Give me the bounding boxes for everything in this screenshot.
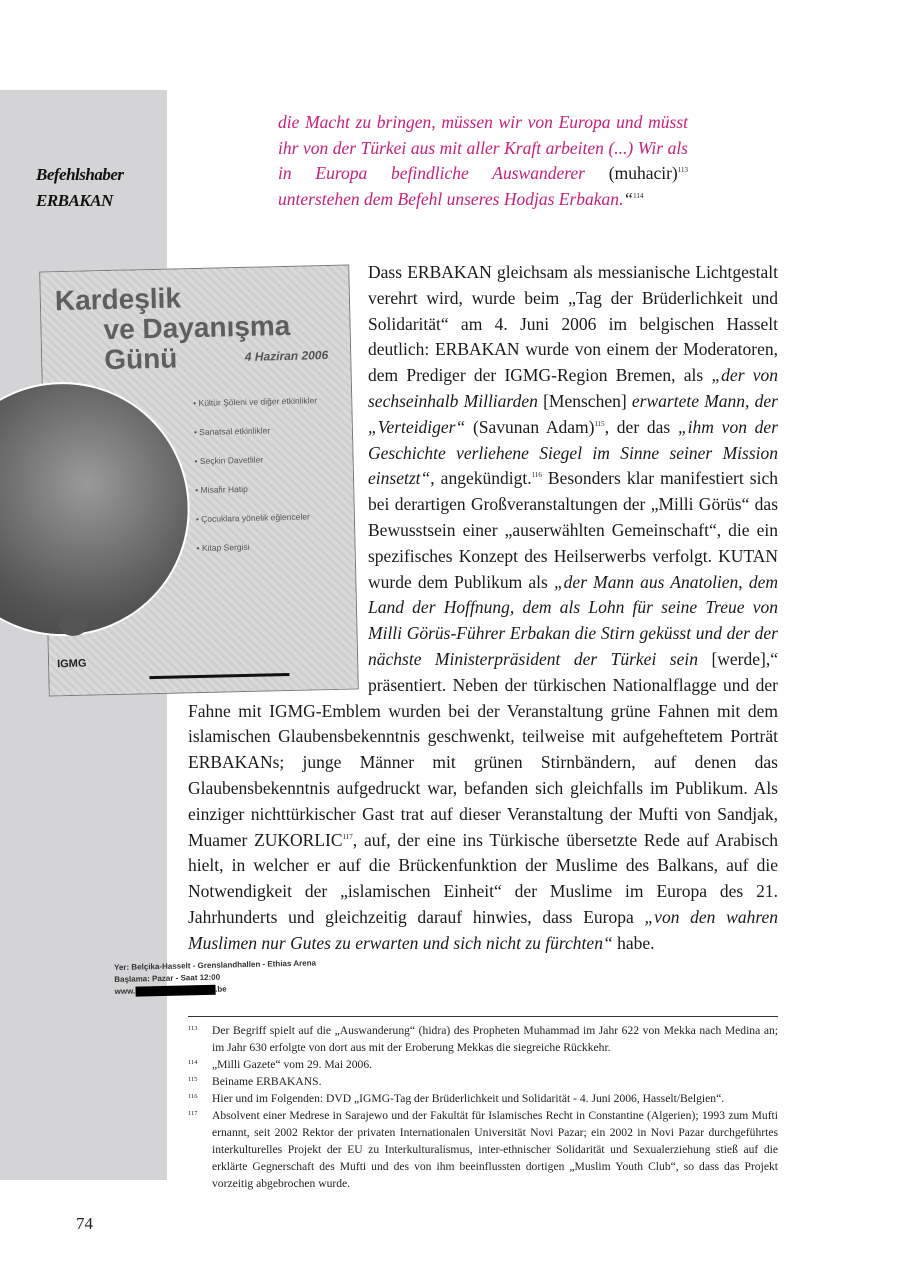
page-number: 74	[76, 1214, 93, 1233]
body-italic-4: „der Mann aus Anatolien, dem Land der Hoffnung, dem als Lohn für seine Treue von Milli Görüs-Führer Erbakan die Stirn geküsst und der der nächste Ministerpräsident der Türkei sein	[368, 571, 778, 669]
footnote-number: 117	[188, 1110, 198, 1117]
poster-item: • Misafir Hatip	[195, 481, 345, 496]
body-text-4: , der das	[604, 416, 678, 437]
poster-title-line1: Kardeşlik	[54, 282, 182, 317]
poster-item: • Kitap Sergisi	[196, 539, 346, 554]
body-italic-1: „der von sechseinhalb Milliarden	[368, 365, 779, 411]
pink-quote	[278, 110, 688, 212]
footnote-ref-114: 114	[633, 191, 644, 200]
poster-start-time: Başlama: Pazar - Saat 12:00	[114, 972, 221, 985]
footnote-ref-117: 117	[342, 832, 353, 841]
body-text-2: [Menschen]	[537, 390, 632, 411]
marginal-heading-line1: Befehlshaber	[36, 165, 124, 184]
footnote-ref-116: 116	[531, 471, 542, 480]
footnote-text: Der Begriff spielt auf die „Auswanderung“ (hidra) des Propheten Muhammad im Jahr 622 von Mekka nach Medina an; im Jahr 630 erfolgte von dort aus mit der Eroberung Mekkas die siegreiche Rückkehr.	[212, 1024, 778, 1054]
poster-title-line2: ve Dayanışma Günü	[103, 309, 291, 376]
footnote-text: Absolvent einer Medrese in Sarajewo und der Fakultät für Islamisches Recht in Constantine (Algerien); 1993 zum Mufti ernannt, seit 2002 Rektor der privaten Internationalen Universität Novi Pazar; ein 2002 in Novi Pazar durchgeführtes interkulturelles Projekt der EU zu Interkulturalismus, inter-ethnischer Solidarität und Sexualerziehung stieß auf die erklärte Gegnerschaft des Mufti und des von ihm beeinflussten dortigen „Muslim Youth Club“, so dass das Projekt vorzeitig abgebrochen wurde.	[212, 1109, 778, 1190]
footnote-number: 116	[188, 1093, 198, 1100]
footnote-114	[188, 1056, 778, 1073]
body-italic-2: erwartete Mann, der „Verteidiger“	[368, 390, 778, 437]
footnote-ref-113: 113	[677, 166, 688, 175]
footnote-ref-115: 115	[594, 419, 605, 428]
footnote-113	[188, 1022, 778, 1056]
igmg-logo: IGMG	[56, 657, 87, 671]
body-text-5: , angekündigt.	[430, 468, 532, 489]
footnote-text: Beiname ERBAKANS.	[212, 1075, 322, 1088]
footnote-117	[188, 1107, 778, 1192]
poster-item: • Seçkin Davetliler	[194, 452, 344, 467]
quote-text-3: unterstehen dem Befehl unseres Hodjas Erbakan.	[278, 188, 624, 209]
poster-web-prefix: www.	[114, 986, 136, 997]
footnote-text: Hier und im Folgenden: DVD „IGMG-Tag der Brüderlichkeit und Solidarität - 4. Juni 2006, Hasselt/Belgien“.	[212, 1092, 725, 1105]
poster-item: • Kültür Şöleni ve diğer etkinlikler	[193, 394, 343, 409]
poster-venue: Yer: Belçika-Hasselt - Grenslandhallen - Ethias Arena	[113, 958, 317, 973]
poster-item: • Çocuklara yönelik eğlenceler	[196, 510, 346, 525]
poster-date: 4 Haziran 2006	[244, 348, 329, 364]
body-italic-3: „ihm von der Geschichte verliehene Siegel im Sinne seiner Mission einsetzt“	[368, 416, 778, 489]
redaction-bar	[135, 985, 215, 997]
marginal-heading	[36, 162, 161, 214]
body-text-6: Besonders klar manifestiert sich bei derartigen Großveranstaltungen der „Milli Görüs“ das Bewusstsein einer „auserwählten Gemeinschaft“, die ein spezifisches Konzept des Heilserwerbs verfolgt. KUTAN wurde dem Publikum als	[368, 468, 778, 592]
main-body-text	[188, 260, 778, 957]
quote-text-1: die Macht zu bringen, müssen wir von Europa und müsst ihr von der Türkei aus mit aller Kraft arbeiten (...) Wir als in Europa befindliche Auswanderer	[278, 112, 688, 183]
footnotes	[188, 1022, 778, 1192]
body-text-1: Dass ERBAKAN gleichsam als messianische Lichtgestalt verehrt wird, wurde beim „Tag der Brüderlichkeit und Solidarität“ am 4. Juni 2006 im belgischen Hasselt deutlich: ERBAKAN wurde von einem der Moderatoren, dem Prediger der IGMG-Region Bremen, als	[368, 262, 778, 386]
footnote-number: 114	[188, 1059, 198, 1066]
poster-item: • Sanatsal etkinlikler	[194, 423, 344, 438]
body-text-9: habe.	[612, 932, 655, 953]
footnote-115	[188, 1073, 778, 1090]
marginal-heading-line2: ERBAKAN	[36, 191, 113, 210]
poster-address	[114, 957, 317, 998]
body-italic-5: „von den wahren Muslimen nur Gutes zu erwarten und sich nicht zu fürchten“	[188, 906, 778, 953]
footnote-number: 113	[188, 1025, 198, 1032]
body-text-7: [werde],“ präsentiert. Neben der türkischen Nationalflagge und der Fahne mit IGMG-Emblem wurden bei der Veranstaltung grüne Fahnen mit dem islamischen Glaubensbekenntnis geschwenkt, teilweise mit aufgeheftetem Porträt ERBAKANs; junge Männer mit grünen Stirnbändern, auf denen das Glaubensbekenntnis aufgedruckt war, befanden sich gleichfalls im Publikum. Als einziger nichttürkischer Gast trat auf dieser Veranstaltung der Mufti von Sandjak, Muamer ZUKORLIC	[188, 648, 778, 850]
quote-close-mark: “	[623, 188, 634, 209]
footnote-number: 115	[188, 1076, 198, 1083]
body-text-3: (Savunan Adam)	[465, 416, 595, 437]
footnote-116	[188, 1090, 778, 1107]
poster-float-spacer	[188, 260, 368, 690]
poster-web-suffix: .be	[215, 984, 227, 994]
quote-text-2: (muhacir)	[608, 163, 678, 183]
footnote-text: „Milli Gazete“ vom 29. Mai 2006.	[212, 1058, 373, 1071]
body-text-8: , auf, der eine ins Türkische übersetzte Rede auf Arabisch hielt, in welcher er auf die Brückenfunktion der Muslime des Balkans, auf die Notwendigkeit der „islamischen Einheit“ der Muslime im Europa des 21. Jahrhunderts und gleichzeitig darauf hinwies, dass Europa	[188, 829, 778, 927]
footnote-divider	[188, 1016, 778, 1017]
